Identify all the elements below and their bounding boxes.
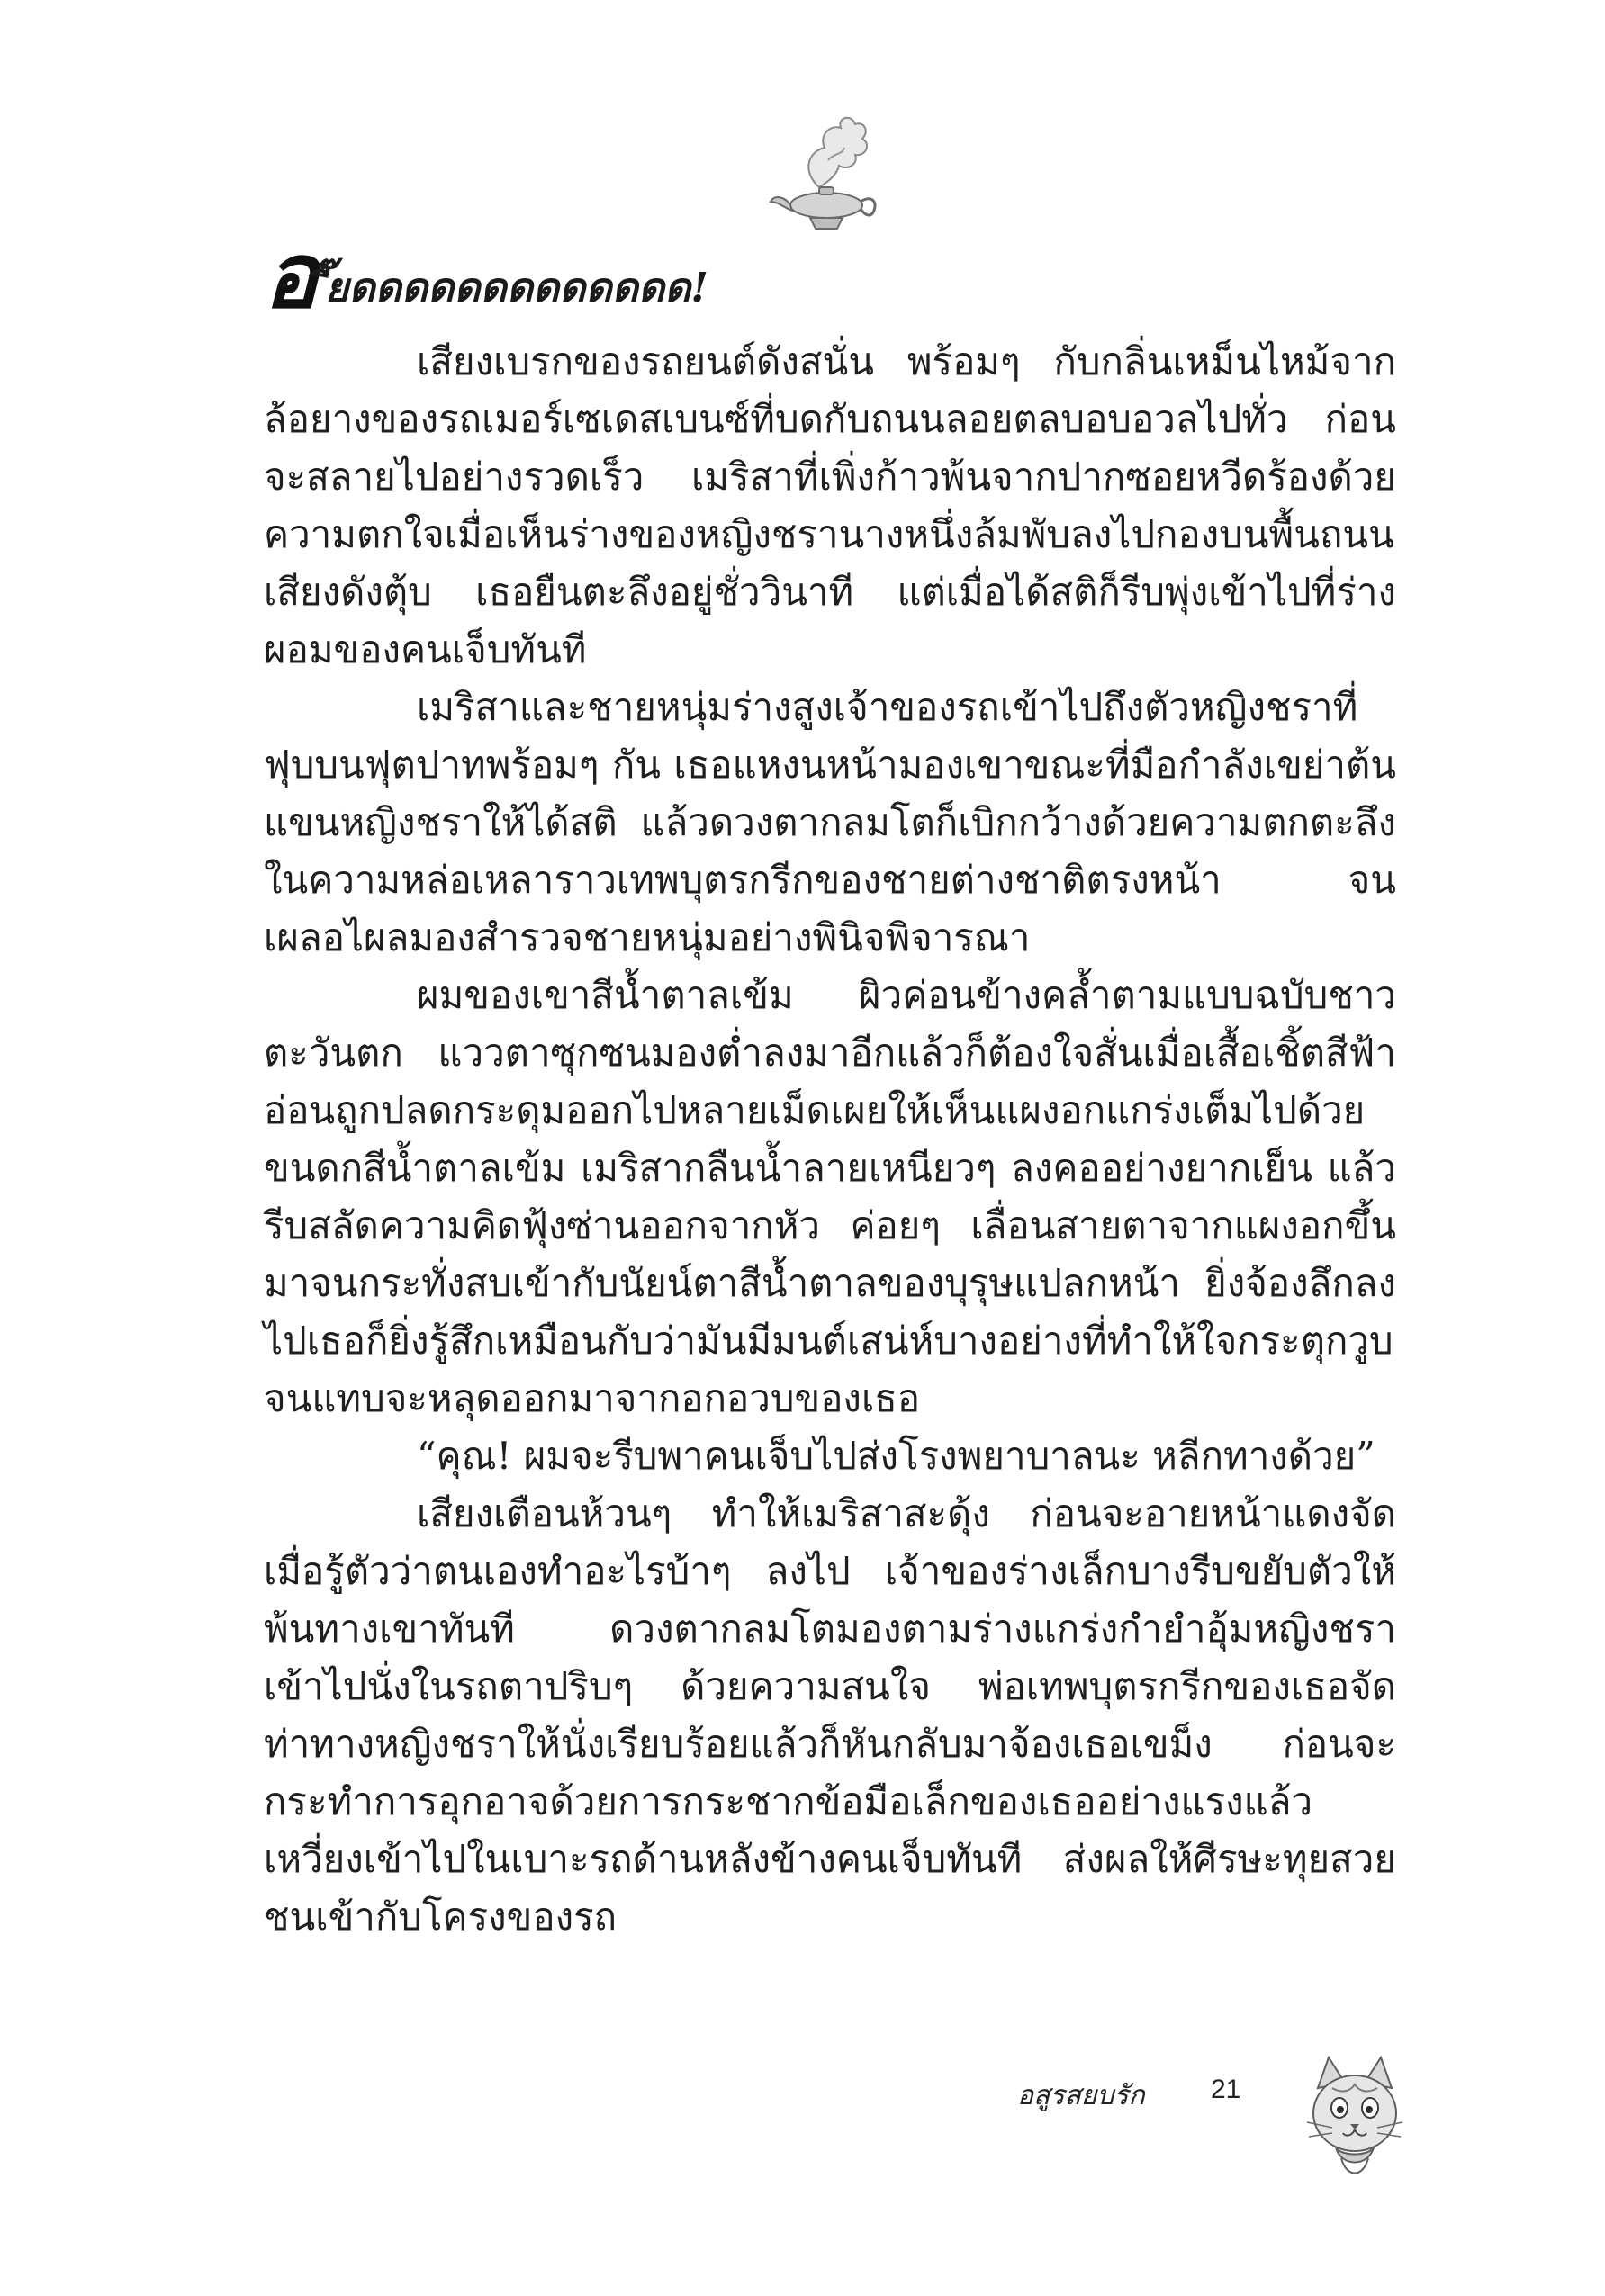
opening-exclamation: ี๊ยดดดดดดดดดดดดด!: [325, 264, 709, 311]
paragraph: เสียงเบรกของรถยนต์ดังสนั่น พร้อมๆ กับกลิ่นเหม็นไหม้จากล้อยางของรถเมอร์เซเดสเบนซ์ที่บดกับถนนลอยตลบอบอวลไปทั่ว ก่อนจะสลายไปอย่างรวดเร็ว เมริสาที่เพิ่งก้าวพ้นจากปากซอยหวีดร้องด้วยความตกใจเมื่อเห็นร่างของหญิงชรานางหนึ่งล้มพับลงไปกองบนพื้นถนนเสียงดังตุ้บ เธอยืนตะลึงอยู่ชั่ววินาที แต่เมื่อได้สติก็รีบพุ่งเข้าไปที่ร่างผอมของคนเจ็บทันที: [264, 339, 1396, 671]
page-number: 21: [1211, 2075, 1241, 2104]
magic-lamp-icon: [765, 108, 882, 243]
drop-cap: อ: [264, 222, 319, 329]
page-footer: [1017, 2052, 1404, 2196]
dialogue-paragraph: “คุณ! ผมจะรีบพาคนเจ็บไปส่งโรงพยาบาลนะ หลีกทางด้วย”: [417, 1434, 1375, 1478]
cat-face-icon: [1305, 2052, 1404, 2187]
paragraph: เสียงเตือนห้วนๆ ทำให้เมริสาสะดุ้ง ก่อนจะอายหน้าแดงจัดเมื่อรู้ตัวว่าตนเองทำอะไรบ้าๆ ลงไป เจ้าของร่างเล็กบางรีบขยับตัวให้พ้นทางเขาทันที ดวงตากลมโตมองตามร่างแกร่งกำยำอุ้มหญิงชราเข้าไปนั่งในรถตาปริบๆ ด้วยความสนใจ พ่อเทพบุตรกรีกของเธอจัดท่าทางหญิงชราให้นั่งเรียบร้อยแล้วก็หันกลับมาจ้องเธอเขม็ง ก่อนจะกระทำการอุกอาจด้วยการกระชากข้อมือเล็กของเธออย่างแรงแล้วเหวี่ยงเข้าไปในเบาะรถด้านหลังข้างคนเจ็บทันที ส่งผลให้ศีรษะทุยสวยชนเข้ากับโครงของรถ: [264, 1491, 1396, 1939]
chapter-opening: [264, 222, 1396, 329]
paragraph: เมริสาและชายหนุ่มร่างสูงเจ้าของรถเข้าไปถึงตัวหญิงชราที่ฟุบบนฟุตปาทพร้อมๆ กัน เธอแหงนหน้ามองเขาขณะที่มือกำลังเขย่าต้นแขนหญิงชราให้ได้สติ แล้วดวงตากลมโตก็เบิกกว้างด้วยความตกตะลึงในความหล่อเหลาราวเทพบุตรกรีกของชายต่างชาติตรงหน้า จนเผลอไผลมองสำรวจชายหนุ่มอย่างพินิจพิจารณา: [264, 685, 1396, 959]
paragraph: ผมของเขาสีน้ำตาลเข้ม ผิวค่อนข้างคล้ำตามแบบฉบับชาวตะวันตก แววตาซุกซนมองต่ำลงมาอีกแล้วก็ต้องใจสั่นเมื่อเสื้อเชิ้ตสีฟ้าอ่อนถูกปลดกระดุมออกไปหลายเม็ดเผยให้เห็นแผงอกแกร่งเต็มไปด้วยขนดกสีน้ำตาลเข้ม เมริสากลืนน้ำลายเหนียวๆ ลงคออย่างยากเย็น แล้วรีบสลัดความคิดฟุ้งซ่านออกจากหัว ค่อยๆ เลื่อนสายตาจากแผงอกขึ้นมาจนกระทั่งสบเข้ากับนัยน์ตาสีน้ำตาลของบุรุษแปลกหน้า ยิ่งจ้องลึกลงไปเธอก็ยิ่งรู้สึกเหมือนกับว่ามันมีมนต์เสน่ห์บางอย่างที่ทำให้ใจกระตุกวูบจนแทบจะหลุดออกมาจากอกอวบของเธอ: [264, 973, 1396, 1420]
story-text: [264, 222, 1396, 1946]
book-title: อสูรสยบรัก: [1017, 2080, 1145, 2111]
